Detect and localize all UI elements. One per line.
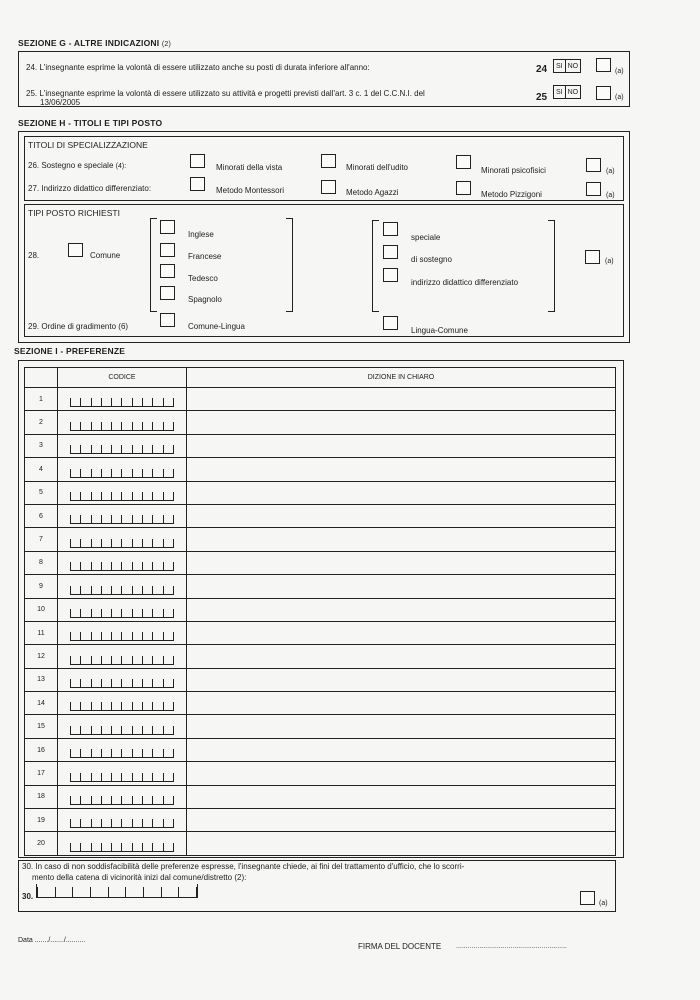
q26-opt2-label: Minorati dell'udito bbox=[346, 163, 409, 172]
q27-note: (a) bbox=[606, 192, 615, 199]
rownum-header bbox=[25, 368, 58, 388]
q28-label: 28. bbox=[28, 251, 40, 260]
preferences-body bbox=[25, 388, 616, 856]
q27-opt1-checkbox[interactable] bbox=[190, 177, 205, 191]
q27-opt3-checkbox[interactable] bbox=[456, 181, 471, 195]
q29-label: 29. Ordine di gradimento (6) bbox=[28, 322, 129, 331]
codice-cell[interactable] bbox=[58, 809, 187, 832]
q26-opt1-label: Minorati della vista bbox=[216, 163, 283, 172]
lingue-bracket-right bbox=[286, 218, 293, 312]
codice-cell[interactable] bbox=[58, 481, 187, 504]
speciale-checkbox[interactable] bbox=[383, 222, 398, 236]
codice-cell[interactable] bbox=[58, 458, 187, 481]
row-number: 11 bbox=[25, 621, 58, 644]
row-number: 3 bbox=[25, 434, 58, 457]
q29-lingua-comune-label: Lingua-Comune bbox=[411, 326, 468, 335]
section-i-title: SEZIONE I - PREFERENZE bbox=[14, 346, 126, 356]
dizione-cell[interactable] bbox=[187, 551, 616, 574]
dizione-cell[interactable] bbox=[187, 504, 616, 527]
titoli-heading: TITOLI DI SPECIALIZZAZIONE bbox=[28, 140, 148, 150]
codice-cell[interactable] bbox=[58, 621, 187, 644]
table-row bbox=[25, 715, 616, 738]
q25-no[interactable]: NO bbox=[565, 86, 581, 98]
q25-number: 25 bbox=[536, 92, 548, 103]
q24-note: (a) bbox=[615, 68, 624, 75]
row-number: 14 bbox=[25, 692, 58, 715]
q26-opt3-checkbox[interactable] bbox=[456, 155, 471, 169]
sostegno-checkbox[interactable] bbox=[383, 245, 398, 259]
q30-checkbox[interactable] bbox=[580, 891, 595, 905]
row-number: 12 bbox=[25, 645, 58, 668]
q25-text: 25. L'insegnante esprime la volontà di essere utilizzato su attività e progetti previsti dall'art. 3 c. 1 del C.C.N.I. del bbox=[26, 89, 425, 98]
differenziato-checkbox[interactable] bbox=[383, 268, 398, 282]
q27-opt2-label: Metodo Agazzi bbox=[346, 188, 399, 197]
spagnolo-label: Spagnolo bbox=[188, 295, 222, 304]
q26-note-checkbox[interactable] bbox=[586, 158, 601, 172]
row-number: 19 bbox=[25, 809, 58, 832]
q28-note-checkbox[interactable] bbox=[585, 250, 600, 264]
row-number: 9 bbox=[25, 575, 58, 598]
row-number: 17 bbox=[25, 762, 58, 785]
q29-lingua-comune-checkbox[interactable] bbox=[383, 316, 398, 330]
differenziato-label: indirizzo didattico differenziato bbox=[411, 278, 519, 287]
table-row bbox=[25, 434, 616, 457]
francese-label: Francese bbox=[188, 252, 222, 261]
row-number: 16 bbox=[25, 738, 58, 761]
dizione-cell[interactable] bbox=[187, 458, 616, 481]
spagnolo-checkbox[interactable] bbox=[160, 286, 175, 300]
codice-cell[interactable] bbox=[58, 388, 187, 411]
speciale-label: speciale bbox=[411, 233, 441, 242]
q27-note-checkbox[interactable] bbox=[586, 182, 601, 196]
inglese-checkbox[interactable] bbox=[160, 220, 175, 234]
altri-bracket-left bbox=[372, 220, 379, 312]
q24-number: 24 bbox=[536, 64, 548, 75]
comune-checkbox[interactable] bbox=[68, 243, 83, 257]
inglese-label: Inglese bbox=[188, 230, 214, 239]
dizione-cell[interactable] bbox=[187, 528, 616, 551]
codice-header: CODICE bbox=[58, 368, 187, 388]
dizione-cell[interactable] bbox=[187, 411, 616, 434]
codice-cell[interactable] bbox=[58, 575, 187, 598]
q24-no[interactable]: NO bbox=[565, 60, 581, 72]
tedesco-checkbox[interactable] bbox=[160, 264, 175, 278]
table-row bbox=[25, 388, 616, 411]
q29-comune-lingua-label: Comune-Lingua bbox=[188, 322, 245, 331]
table-row bbox=[25, 692, 616, 715]
q27-opt2-checkbox[interactable] bbox=[321, 180, 336, 194]
dizione-cell[interactable] bbox=[187, 832, 616, 855]
table-row bbox=[25, 621, 616, 644]
row-number: 15 bbox=[25, 715, 58, 738]
dizione-header: DIZIONE IN CHIARO bbox=[187, 368, 616, 388]
q25-note: (a) bbox=[615, 94, 624, 101]
table-row bbox=[25, 762, 616, 785]
preferences-header-row bbox=[25, 368, 616, 388]
francese-checkbox[interactable] bbox=[160, 243, 175, 257]
q30-text-line1: 30. In caso di non soddisfacibilità delle preferenze espresse, l'insegnante chiede, ai fini del trattamento d'ufficio, che lo scorri- bbox=[22, 862, 465, 871]
row-number: 7 bbox=[25, 528, 58, 551]
q30-note: (a) bbox=[599, 900, 608, 907]
tipi-box bbox=[24, 204, 624, 337]
dizione-cell[interactable] bbox=[187, 575, 616, 598]
dizione-cell[interactable] bbox=[187, 809, 616, 832]
dizione-cell[interactable] bbox=[187, 785, 616, 808]
codice-cell[interactable] bbox=[58, 785, 187, 808]
q26-note: (a) bbox=[606, 168, 615, 175]
altri-bracket-right bbox=[548, 220, 555, 312]
q26-opt3-label: Minorati psicofisici bbox=[481, 166, 546, 175]
date-label: Data bbox=[18, 937, 33, 944]
q25-si[interactable]: SI bbox=[556, 88, 563, 96]
codice-cell[interactable] bbox=[58, 668, 187, 691]
row-number: 5 bbox=[25, 481, 58, 504]
table-row bbox=[25, 785, 616, 808]
tipi-heading: TIPI POSTO RICHIESTI bbox=[28, 208, 120, 218]
codice-cell[interactable] bbox=[58, 528, 187, 551]
q25-si-no[interactable] bbox=[553, 85, 581, 99]
preferences-table bbox=[24, 367, 616, 856]
table-row bbox=[25, 575, 616, 598]
table-row bbox=[25, 809, 616, 832]
dizione-cell[interactable] bbox=[187, 692, 616, 715]
codice-cell[interactable] bbox=[58, 832, 187, 855]
q26-label: 26. Sostegno e speciale (4): bbox=[28, 161, 127, 170]
q25-checkbox[interactable] bbox=[596, 86, 611, 100]
q27-label: 27. Indirizzo didattico differenziato: bbox=[28, 184, 152, 193]
row-number: 2 bbox=[25, 411, 58, 434]
q24-si-no[interactable] bbox=[553, 59, 581, 73]
dizione-cell[interactable] bbox=[187, 645, 616, 668]
q24-checkbox[interactable] bbox=[596, 58, 611, 72]
table-row bbox=[25, 668, 616, 691]
q27-opt3-label: Metodo Pizzigoni bbox=[481, 190, 542, 199]
section-g-title: SEZIONE G - ALTRE INDICAZIONI (2) bbox=[18, 38, 172, 48]
codice-cell[interactable] bbox=[58, 762, 187, 785]
table-row bbox=[25, 504, 616, 527]
row-number: 1 bbox=[25, 388, 58, 411]
q29-comune-lingua-checkbox[interactable] bbox=[160, 313, 175, 327]
row-number: 20 bbox=[25, 832, 58, 855]
comune-label: Comune bbox=[90, 251, 121, 260]
row-number: 4 bbox=[25, 458, 58, 481]
dizione-cell[interactable] bbox=[187, 598, 616, 621]
table-row bbox=[25, 528, 616, 551]
codice-cell[interactable] bbox=[58, 715, 187, 738]
q30-text-line2: mento della catena di vicinorità inizi dal comune/distretto (2): bbox=[32, 873, 247, 882]
date-field[interactable] bbox=[18, 937, 85, 944]
table-row bbox=[25, 645, 616, 668]
tedesco-label: Tedesco bbox=[188, 274, 218, 283]
dizione-cell[interactable] bbox=[187, 715, 616, 738]
table-row bbox=[25, 551, 616, 574]
q30-number: 30. bbox=[22, 892, 34, 901]
codice-cell[interactable] bbox=[58, 504, 187, 527]
table-row bbox=[25, 598, 616, 621]
table-row bbox=[25, 832, 616, 855]
q24-si[interactable]: SI bbox=[556, 62, 563, 70]
table-row bbox=[25, 458, 616, 481]
table-row bbox=[25, 481, 616, 504]
codice-cell[interactable] bbox=[58, 738, 187, 761]
q27-opt1-label: Metodo Montessori bbox=[216, 186, 285, 195]
table-row bbox=[25, 411, 616, 434]
dizione-cell[interactable] bbox=[187, 668, 616, 691]
dizione-cell[interactable] bbox=[187, 481, 616, 504]
q25-date: 13/06/2005 bbox=[40, 98, 81, 107]
dizione-cell[interactable] bbox=[187, 762, 616, 785]
codice-cell[interactable] bbox=[58, 551, 187, 574]
q24-text: 24. L'insegnante esprime la volontà di essere utilizzato anche su posti di durata inferiore all'anno: bbox=[26, 63, 370, 72]
date-line: ......./......./.......... bbox=[34, 937, 86, 944]
dizione-cell[interactable] bbox=[187, 738, 616, 761]
q30-code-field[interactable] bbox=[36, 884, 198, 898]
firma-line[interactable]: ......................................................... bbox=[456, 943, 567, 950]
q26-opt1-checkbox[interactable] bbox=[190, 154, 205, 168]
codice-cell[interactable] bbox=[58, 645, 187, 668]
q28-note: (a) bbox=[605, 258, 614, 265]
codice-cell[interactable] bbox=[58, 598, 187, 621]
row-number: 8 bbox=[25, 551, 58, 574]
section-h-title: SEZIONE H - TITOLI E TIPI POSTO bbox=[18, 118, 163, 128]
dizione-cell[interactable] bbox=[187, 621, 616, 644]
q26-opt2-checkbox[interactable] bbox=[321, 154, 336, 168]
sostegno-label: di sostegno bbox=[411, 255, 452, 264]
row-number: 18 bbox=[25, 785, 58, 808]
codice-cell[interactable] bbox=[58, 411, 187, 434]
table-row bbox=[25, 738, 616, 761]
codice-cell[interactable] bbox=[58, 692, 187, 715]
row-number: 10 bbox=[25, 598, 58, 621]
row-number: 13 bbox=[25, 668, 58, 691]
firma-label: FIRMA DEL DOCENTE bbox=[358, 942, 442, 951]
row-number: 6 bbox=[25, 504, 58, 527]
codice-cell[interactable] bbox=[58, 434, 187, 457]
dizione-cell[interactable] bbox=[187, 388, 616, 411]
dizione-cell[interactable] bbox=[187, 434, 616, 457]
lingue-bracket-left bbox=[150, 218, 157, 312]
